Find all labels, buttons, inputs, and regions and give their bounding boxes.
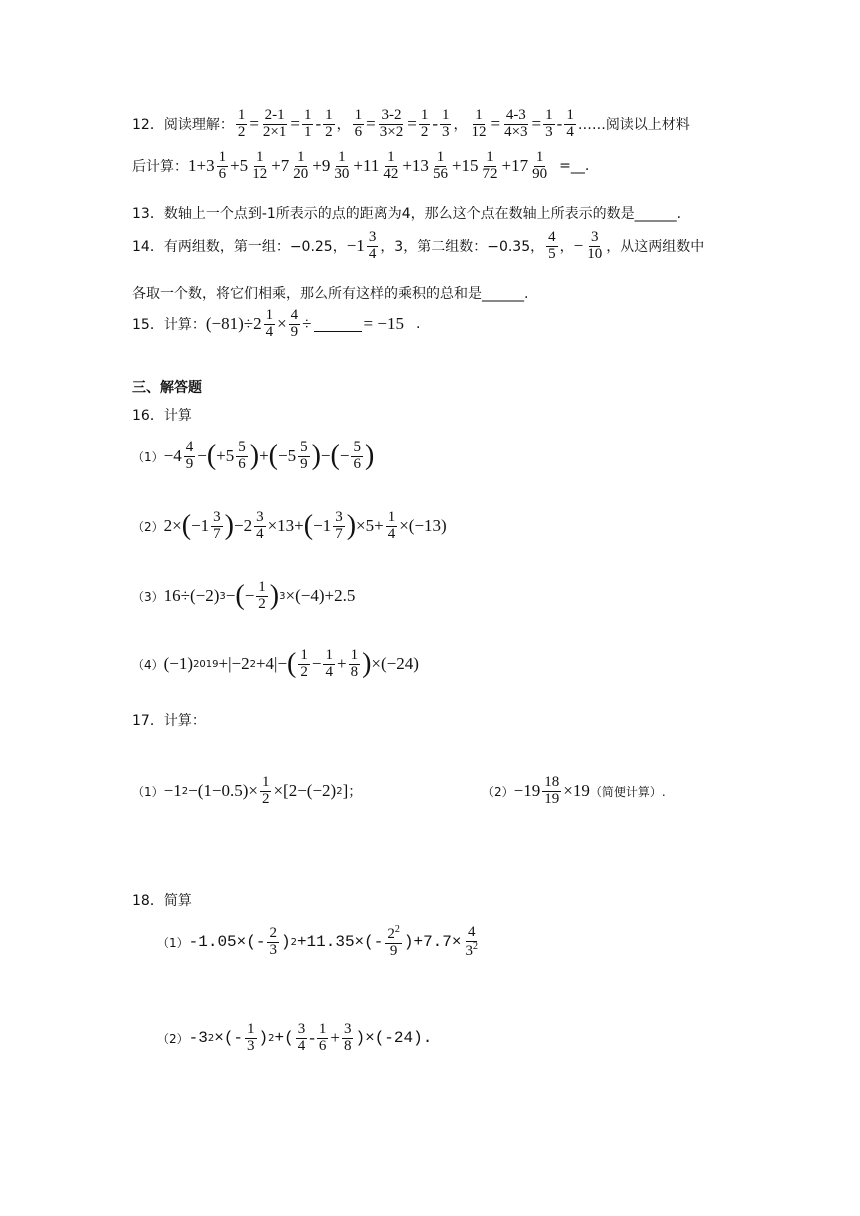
- q17-part2: （2） −19 $\frac{18}{19}$ ×19 （简便计算）.: [482, 774, 666, 807]
- fraction: $\frac{3-2}{3\times 2}$: [379, 107, 404, 140]
- fraction: $\frac{4-3}{4\times 3}$: [504, 107, 528, 140]
- question-17-title: [132, 710, 206, 730]
- question-15: 15．计算： (−81)÷2 $\frac{1}{4}$ × $\frac{4}{9}$ ÷ = −15 .: [132, 307, 421, 340]
- q18-title: 18．简算: [132, 893, 192, 909]
- question-16-title: [132, 405, 192, 425]
- section-3-title: 三、解答题: [132, 380, 202, 396]
- fraction: $\frac{1}{3}$: [441, 107, 450, 140]
- q17-title: 17．计算：: [132, 713, 206, 729]
- question-12-line2: 后计算： 1+3 $\frac{1}{6}$ +5 $\frac{1}{12}$ +7 $\frac{1}{20}$ +9 $\frac{1}{30}$ +11 $\frac{1}{42}$ +13 $\frac{1}{56}$ +15 $\frac{1}{72}$ +17 $\frac{1}{90}$ =__.: [132, 149, 590, 182]
- question-12-line1: 12．阅读理解： $\frac{1}{2}$ = $\frac{2-1}{2\times 1}$ = $\frac{1}{1}$ - $\frac{1}{2}$ ， $\frac{1}{6}$ = $\frac{3-2}{3\times 2}$ = $\frac{1}{2}$ - $\frac{1}{3}$ ， $\frac{1}{12}$ = $\frac{4-3}{4\times 3}$ = $\frac{1}{3}$ - $\frac{1}{4}$ ……阅读以上材料: [132, 107, 690, 140]
- question-14-line1: 14．有两组数，第一组：−0.25， −1 $\frac{3}{4}$ ，3，第二组数：−0.35， $\frac{4}{5}$ ， − $\frac{3}{10}$ ，从这两组数中: [132, 229, 705, 262]
- fraction: $\frac{1}{2}$: [237, 107, 246, 140]
- question-18-title: [132, 890, 192, 910]
- fraction: $\frac{1}{6}$: [354, 107, 363, 140]
- q16-part4: （4） (−1) 2019 +|−2 2 +4|− ( $\frac{1}{2}$ − $\frac{1}{4}$ + $\frac{1}{8}$ ) ×(−24): [132, 647, 419, 680]
- question-13: [132, 203, 681, 223]
- fraction: $\frac{1}{2}$: [420, 107, 429, 140]
- q16-part1: （1） −4 $\frac{4}{9}$ − ( +5 $\frac{5}{6}$ ) + ( −5 $\frac{5}{9}$ ) − ( − $\frac{5}{6}$ ): [132, 439, 375, 472]
- q15-end: .: [415, 316, 421, 333]
- q14-line2: 各取一个数，将它们相乘，那么所有这样的乘积的总和是______.: [132, 286, 529, 302]
- q14-part2: ，3，第二组数：−0.35，: [380, 239, 545, 256]
- q14-part3: ，从这两组数中: [606, 239, 705, 256]
- fraction: $\frac{1}{12}$: [471, 107, 487, 140]
- fraction: $\frac{1}{1}$: [303, 107, 312, 140]
- fraction: $\frac{2-1}{2\times 1}$: [262, 107, 287, 140]
- fraction: $\frac{1}{4}$: [566, 107, 574, 140]
- q13-text: 13．数轴上一个点到-1所表示的点的距离为4，那么这个点在数轴上所表示的数是______.: [132, 206, 682, 222]
- q12-suffix: ……阅读以上材料: [577, 117, 690, 134]
- q16-title: 16．计算: [132, 408, 192, 424]
- q17-part1: （1） −1 2 −(1−0.5)× $\frac{1}{2}$ ×[2−(−2) 2 ] ；: [132, 774, 363, 807]
- q18-part2: （2） -3 2 ×(- $\frac{1}{3}$ ) 2 +( $\frac{3}{4}$ - $\frac{1}{6}$ + $\frac{3}{8}$ )×(-24).: [157, 1021, 433, 1054]
- q15-label: 15．计算：: [132, 317, 206, 334]
- question-14-line2: [132, 283, 528, 303]
- fraction: $\frac{1}{2}$: [325, 107, 333, 140]
- q12-label: 12．阅读理解：: [132, 117, 234, 134]
- q18-part1: （1） -1.05×(- $\frac{2}{3}$ ) 2 +11.35×(- $\frac{2^2}{9}$ )+7.7× $\frac{4}{3^2}$: [157, 924, 478, 959]
- q12-tail: =__.: [559, 158, 590, 175]
- fraction: $\frac{1}{3}$: [545, 107, 553, 140]
- q16-part2: （2） 2× ( −1 $\frac{3}{7}$ ) −2 $\frac{3}{4}$ ×13+ ( −1 $\frac{3}{7}$ ) ×5+ $\frac{1}{4}$ ×(−13): [132, 509, 447, 542]
- q12-line2-label: 后计算：: [132, 159, 188, 176]
- q16-part3: （3） 16÷(−2) 3 − ( − $\frac{1}{2}$ ) 3 ×(−4)+2.5: [132, 579, 356, 612]
- q14-part1: 14．有两组数，第一组：−0.25，: [132, 239, 347, 256]
